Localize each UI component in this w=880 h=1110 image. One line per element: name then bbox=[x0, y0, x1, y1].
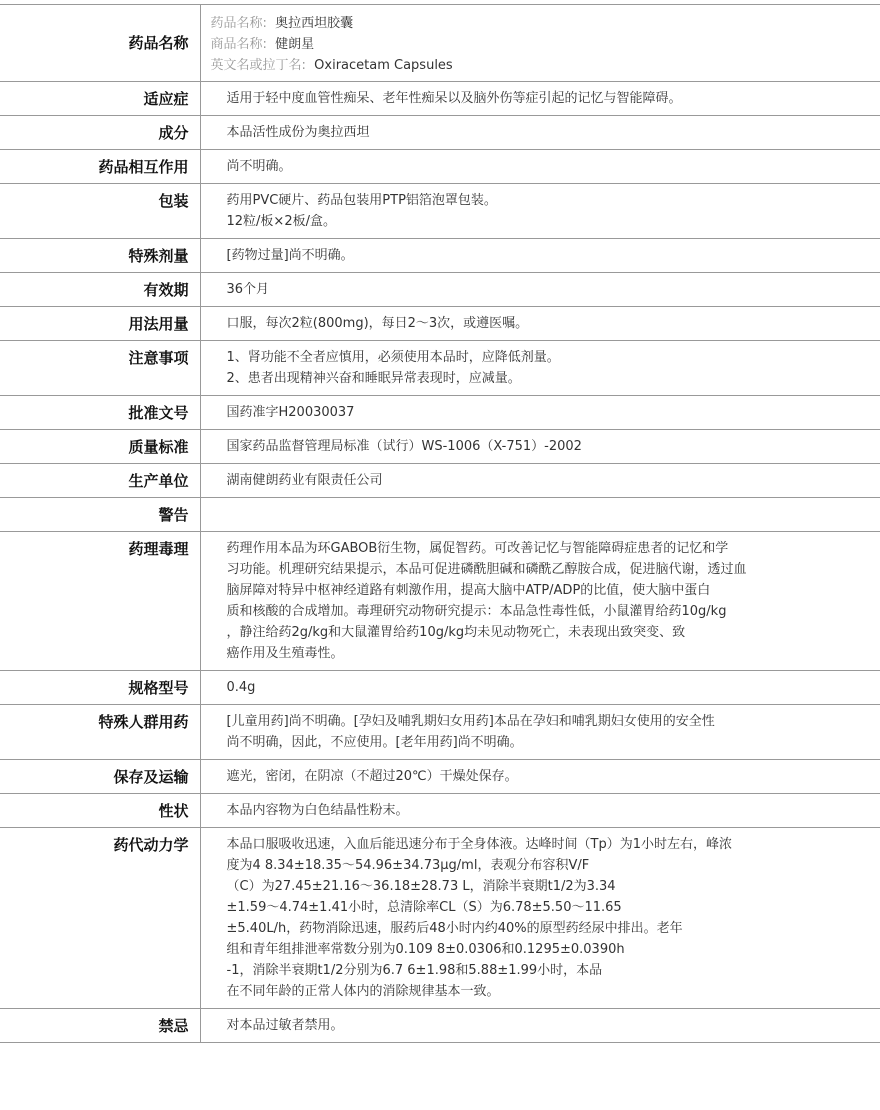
row-label: 用法用量 bbox=[0, 307, 200, 341]
row-label: 批准文号 bbox=[0, 396, 200, 430]
trade-name: 健朗星 bbox=[275, 37, 315, 52]
row-special-dose bbox=[0, 239, 880, 273]
row-precautions bbox=[0, 341, 880, 396]
row-standard bbox=[0, 430, 880, 464]
value-line: 度为4 8.34±18.35～54.96±34.73μg/ml，表观分布容积V/F bbox=[226, 858, 590, 873]
value-line: 对本品过敏者禁用。 bbox=[226, 1018, 344, 1033]
english-name-line bbox=[211, 55, 880, 76]
row-label: 规格型号 bbox=[0, 671, 200, 705]
value-line: ±5.40L/h，药物消除迅速，服药后48小时内约40%的原型药经尿中排出。老年 bbox=[226, 921, 683, 936]
row-pharmacokinetics bbox=[0, 828, 880, 1009]
names-value bbox=[200, 5, 880, 82]
value-line: 习功能。机理研究结果提示，本品可促进磷酰胆碱和磷酰乙醇胺合成，促进脑代谢，透过血 bbox=[226, 562, 747, 577]
value-line: 质和核酸的合成增加。毒理研究动物研究提示：本品急性毒性低，小鼠灌胃给药10g/kg bbox=[226, 604, 727, 619]
row-value bbox=[200, 705, 880, 760]
row-label: 警告 bbox=[0, 498, 200, 532]
row-value bbox=[200, 150, 880, 184]
row-pharmacology bbox=[0, 532, 880, 671]
value-line: 国家药品监督管理局标准（试行）WS-1006（X-751）-2002 bbox=[226, 439, 582, 454]
row-value bbox=[200, 307, 880, 341]
row-appearance bbox=[0, 794, 880, 828]
value-line: 36个月 bbox=[226, 282, 270, 297]
value-line: [药物过量]尚不明确。 bbox=[226, 248, 354, 263]
row-label: 成分 bbox=[0, 116, 200, 150]
row-label: 质量标准 bbox=[0, 430, 200, 464]
drug-name-line bbox=[211, 13, 880, 34]
names-row bbox=[0, 5, 880, 82]
value-line: 遮光，密闭，在阴凉（不超过20℃）干燥处保存。 bbox=[226, 769, 518, 784]
row-value bbox=[200, 184, 880, 239]
value-line: 适用于轻中度血管性痴呆、老年性痴呆以及脑外伤等症引起的记忆与智能障碍。 bbox=[226, 91, 682, 106]
drug-name: 奥拉西坦胶囊 bbox=[275, 16, 354, 31]
english-name: Oxiracetam Capsules bbox=[314, 58, 453, 73]
row-label: 特殊剂量 bbox=[0, 239, 200, 273]
value-line: 12粒/板×2板/盒。 bbox=[226, 214, 336, 229]
row-approval bbox=[0, 396, 880, 430]
value-line: 脑屏障对特异中枢神经道路有刺激作用，提高大脑中ATP/ADP的比值，使大脑中蛋白 bbox=[226, 583, 711, 598]
value-line: 尚不明确。 bbox=[226, 159, 292, 174]
value-line: （C）为27.45±21.16～36.18±28.73 L，消除半衰期t1/2为3.34 bbox=[226, 879, 616, 894]
names-label: 药品名称 bbox=[0, 5, 200, 82]
value-line: 本品活性成份为奥拉西坦 bbox=[226, 125, 370, 140]
english-name-key: 英文名或拉丁名: bbox=[210, 58, 306, 73]
row-label: 生产单位 bbox=[0, 464, 200, 498]
value-line: 本品内容物为白色结晶性粉末。 bbox=[226, 803, 409, 818]
value-line: 本品口服吸收迅速，入血后能迅速分布于全身体液。达峰时间（Tp）为1小时左右，峰浓 bbox=[226, 837, 732, 852]
row-label: 药理毒理 bbox=[0, 532, 200, 671]
row-label: 性状 bbox=[0, 794, 200, 828]
trade-name-line bbox=[211, 34, 880, 55]
value-line: 2、患者出现精神兴奋和睡眠异常表现时，应减量。 bbox=[226, 371, 521, 386]
row-label: 注意事项 bbox=[0, 341, 200, 396]
row-label: 特殊人群用药 bbox=[0, 705, 200, 760]
row-spec bbox=[0, 671, 880, 705]
value-line: -1，消除半衰期t1/2分别为6.7 6±1.98和5.88±1.99小时，本品 bbox=[226, 963, 603, 978]
value-line: 湖南健朗药业有限责任公司 bbox=[226, 473, 383, 488]
value-line: 口服，每次2粒(800mg)，每日2～3次，或遵医嘱。 bbox=[226, 316, 529, 331]
row-value bbox=[200, 760, 880, 794]
row-indication bbox=[0, 82, 880, 116]
row-value bbox=[200, 794, 880, 828]
drug-name-key: 药品名称: bbox=[210, 16, 267, 31]
row-value bbox=[200, 396, 880, 430]
row-value bbox=[200, 430, 880, 464]
row-value bbox=[200, 828, 880, 1009]
row-warning bbox=[0, 498, 880, 532]
row-contraindications bbox=[0, 1009, 880, 1043]
value-line: 癌作用及生殖毒性。 bbox=[226, 646, 344, 661]
row-value bbox=[200, 498, 880, 532]
trade-name-key: 商品名称: bbox=[210, 37, 267, 52]
value-line: 1、肾功能不全者应慎用，必须使用本品时，应降低剂量。 bbox=[226, 350, 560, 365]
row-value bbox=[200, 671, 880, 705]
row-manufacturer bbox=[0, 464, 880, 498]
value-line: 在不同年龄的正常人体内的消除规律基本一致。 bbox=[226, 984, 500, 999]
row-dosage bbox=[0, 307, 880, 341]
row-packaging bbox=[0, 184, 880, 239]
value-line: 药用PVC硬片、药品包装用PTP铝箔泡罩包装。 bbox=[226, 193, 497, 208]
row-ingredients bbox=[0, 116, 880, 150]
row-value bbox=[200, 532, 880, 671]
value-line: 尚不明确，因此，不应使用。[老年用药]尚不明确。 bbox=[226, 735, 523, 750]
row-value bbox=[200, 341, 880, 396]
row-value bbox=[200, 1009, 880, 1043]
row-label: 有效期 bbox=[0, 273, 200, 307]
value-line: 组和青年组排泄率常数分别为0.109 8±0.0306和0.1295±0.0390h bbox=[226, 942, 625, 957]
row-value bbox=[200, 116, 880, 150]
row-storage bbox=[0, 760, 880, 794]
row-interactions bbox=[0, 150, 880, 184]
drug-info-sheet bbox=[0, 4, 880, 1043]
value-line: 0.4g bbox=[226, 680, 256, 695]
row-label: 药品相互作用 bbox=[0, 150, 200, 184]
value-line: [儿童用药]尚不明确。[孕妇及哺乳期妇女用药]本品在孕妇和哺乳期妇女使用的安全性 bbox=[226, 714, 715, 729]
row-label: 适应症 bbox=[0, 82, 200, 116]
row-label: 禁忌 bbox=[0, 1009, 200, 1043]
info-rows bbox=[0, 82, 880, 1043]
row-value bbox=[200, 82, 880, 116]
row-label: 药代动力学 bbox=[0, 828, 200, 1009]
value-line: ，静注给药2g/kg和大鼠灌胃给药10g/kg均未见动物死亡，未表现出致突变、致 bbox=[226, 625, 686, 640]
row-shelf-life bbox=[0, 273, 880, 307]
value-line: ±1.59～4.74±1.41小时，总清除率CL（S）为6.78±5.50～11.65 bbox=[226, 900, 622, 915]
row-label: 包装 bbox=[0, 184, 200, 239]
drug-info-table bbox=[0, 4, 880, 1043]
value-line bbox=[227, 504, 880, 525]
value-line: 国药准字H20030037 bbox=[226, 405, 355, 420]
row-value bbox=[200, 239, 880, 273]
row-label: 保存及运输 bbox=[0, 760, 200, 794]
row-special-population bbox=[0, 705, 880, 760]
value-line: 药理作用本品为环GABOB衍生物，属促智药。可改善记忆与智能障碍症患者的记忆和学 bbox=[226, 541, 729, 556]
row-value bbox=[200, 464, 880, 498]
row-value bbox=[200, 273, 880, 307]
